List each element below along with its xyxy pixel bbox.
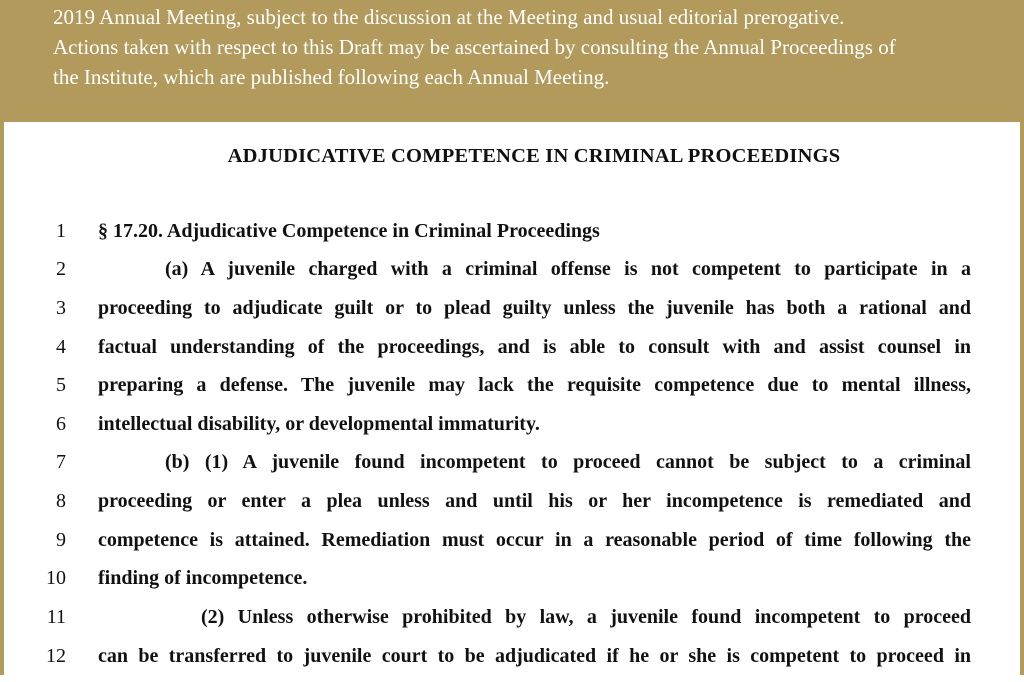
document-line [0, 257, 1024, 295]
line-text: factual understanding of the proceedings, and is able to consult with and assist counsel in [98, 336, 971, 358]
line-text: can be transferred to juvenile court to be adjudicated if he or she is competent to proceed in [98, 645, 971, 667]
document-line [0, 296, 1024, 334]
document-line [0, 335, 1024, 373]
banner-line-1: 2019 Annual Meeting, subject to the discussion at the Meeting and usual editorial prerogative. [53, 5, 845, 29]
line-text: proceeding to adjudicate guilt or to plead guilty unless the juvenile has both a rational and [98, 297, 971, 319]
document-line [0, 644, 1024, 682]
line-number: 7 [56, 451, 66, 473]
line-text: competence is attained. Remediation must occur in a reasonable period of time following the [98, 529, 971, 551]
document-line [0, 450, 1024, 488]
line-text: finding of incompetence. [98, 567, 308, 589]
document-line [0, 528, 1024, 566]
banner-line-2: Actions taken with respect to this Draft may be ascertained by consulting the Annual Proceedings of [53, 35, 896, 59]
line-number: 8 [56, 490, 66, 512]
line-text: § 17.20. Adjudicative Competence in Criminal Proceedings [98, 220, 600, 242]
line-text: intellectual disability, or developmental immaturity. [98, 413, 540, 435]
line-number: 2 [56, 258, 66, 280]
line-number: 9 [56, 529, 66, 551]
document-line [0, 373, 1024, 411]
line-number: 5 [56, 374, 66, 396]
line-text: preparing a defense. The juvenile may lack the requisite competence due to mental illness, [98, 374, 971, 396]
line-number: 12 [46, 645, 66, 667]
document-line [0, 566, 1024, 604]
document-line [0, 605, 1024, 643]
banner-line-3: the Institute, which are published following each Annual Meeting. [53, 65, 610, 89]
line-text: (a) A juvenile charged with a criminal offense is not competent to participate in a [165, 258, 971, 280]
document-line [0, 412, 1024, 450]
line-number: 4 [56, 336, 66, 358]
line-number: 10 [46, 567, 66, 589]
page-title: ADJUDICATIVE COMPETENCE IN CRIMINAL PROCEEDINGS [227, 145, 841, 167]
line-number: 1 [56, 220, 66, 242]
line-number: 11 [46, 606, 66, 628]
line-number: 6 [56, 413, 66, 435]
draft-notice-banner [0, 0, 1024, 122]
line-text: proceeding or enter a plea unless and until his or her incompetence is remediated and [98, 490, 971, 512]
line-text: (2) Unless otherwise prohibited by law, a juvenile found incompetent to proceed [201, 606, 971, 628]
document-line [0, 489, 1024, 527]
line-text: (b) (1) A juvenile found incompetent to proceed cannot be subject to a criminal [165, 451, 971, 473]
line-number: 3 [56, 297, 66, 319]
document-line [0, 219, 1024, 257]
